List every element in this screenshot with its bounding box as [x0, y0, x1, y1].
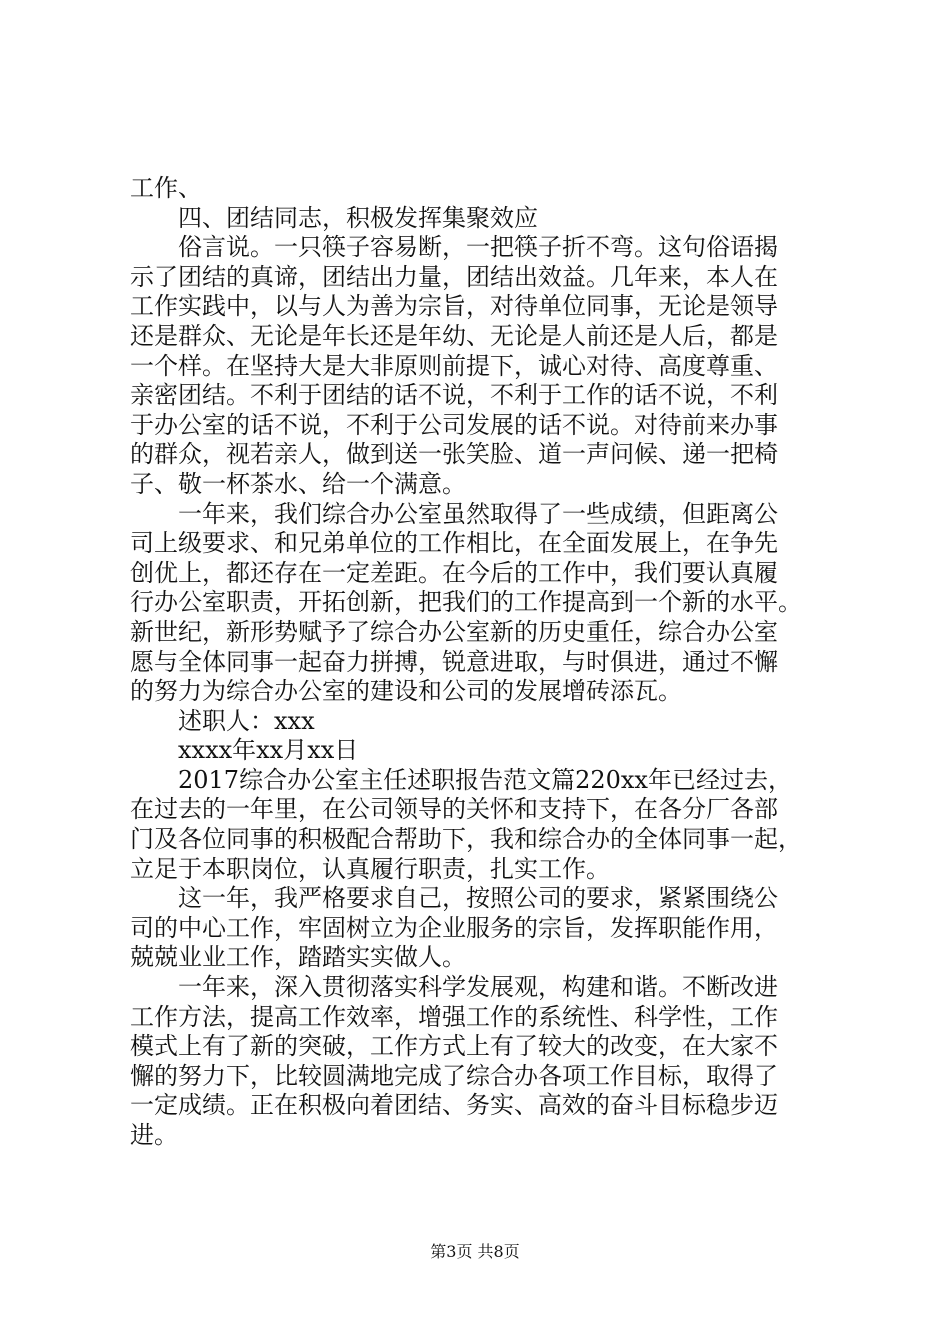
date-line: xxxx年xx月xx日 — [178, 736, 359, 765]
text-line: 兢兢业业工作，踏踏实实做人。 — [130, 943, 466, 972]
text-line: 立足于本职岗位，认真履行职责，扎实工作。 — [130, 854, 610, 883]
text-line: 一年来，我们综合办公室虽然取得了一些成绩，但距离公 — [178, 499, 778, 528]
text-line: 于办公室的话不说，不利于公司发展的话不说。对待前来办事 — [130, 410, 778, 439]
text-line: 懈的努力下，比较圆满地完成了综合办各项工作目标，取得了 — [130, 1061, 778, 1090]
text-line: 2017综合办公室主任述职报告范文篇220xx年已经过去， — [178, 765, 792, 794]
text-line: 这一年，我严格要求自己，按照公司的要求，紧紧围绕公 — [178, 884, 778, 913]
section-heading: 四、团结同志，积极发挥集聚效应 — [178, 203, 538, 232]
text-line: 新世纪，新形势赋予了综合办公室新的历史重任，综合办公室 — [130, 617, 778, 646]
text-line: 的努力为综合办公室的建设和公司的发展增砖添瓦。 — [130, 677, 682, 706]
text-line: 俗言说。一只筷子容易断，一把筷子折不弯。这句俗语揭 — [178, 233, 778, 262]
text-line: 的群众，视若亲人，做到送一张笑脸、道一声问候、递一把椅 — [130, 440, 778, 469]
text-line: 门及各位同事的积极配合帮助下，我和综合办的全体同事一起， — [130, 825, 802, 854]
text-line: 子、敬一杯茶水、给一个满意。 — [130, 469, 466, 498]
text-line: 司上级要求、和兄弟单位的工作相比，在全面发展上，在争先 — [130, 529, 778, 558]
text-line: 亲密团结。不利于团结的话不说，不利于工作的话不说，不利 — [130, 381, 778, 410]
text-line: 司的中心工作，牢固树立为企业服务的宗旨，发挥职能作用， — [130, 913, 778, 942]
text-line: 模式上有了新的突破，工作方式上有了较大的改变，在大家不 — [130, 1032, 778, 1061]
text-line: 示了团结的真谛，团结出力量，团结出效益。几年来，本人在 — [130, 262, 778, 291]
text-line: 愿与全体同事一起奋力拼搏，锐意进取，与时俱进，通过不懈 — [130, 647, 778, 676]
text-line: 一定成绩。正在积极向着团结、务实、高效的奋斗目标稳步迈 — [130, 1091, 778, 1120]
text-line: 一年来，深入贯彻落实科学发展观，构建和谐。不断改进 — [178, 973, 778, 1002]
text-line: 工作方法，提高工作效率，增强工作的系统性、科学性，工作 — [130, 1002, 778, 1031]
signature-line: 述职人：xxx — [178, 706, 315, 735]
text-line: 工作实践中，以与人为善为宗旨，对待单位同事，无论是领导 — [130, 292, 778, 321]
text-line: 一个样。在坚持大是大非原则前提下，诚心对待、高度尊重、 — [130, 351, 778, 380]
text-line: 工作、 — [130, 174, 202, 202]
text-line: 还是群众、无论是年长还是年幼、无论是人前还是人后，都是 — [130, 321, 778, 350]
document-body — [130, 174, 836, 1151]
text-line: 行办公室职责，开拓创新，把我们的工作提高到一个新的水平。 — [130, 588, 802, 617]
text-line: 在过去的一年里，在公司领导的关怀和支持下，在各分厂各部 — [130, 795, 778, 824]
text-line: 创优上，都还存在一定差距。在今后的工作中，我们要认真履 — [130, 558, 778, 587]
text-line: 进。 — [130, 1121, 178, 1149]
page-footer: 第3页 共8页 — [430, 1242, 520, 1261]
